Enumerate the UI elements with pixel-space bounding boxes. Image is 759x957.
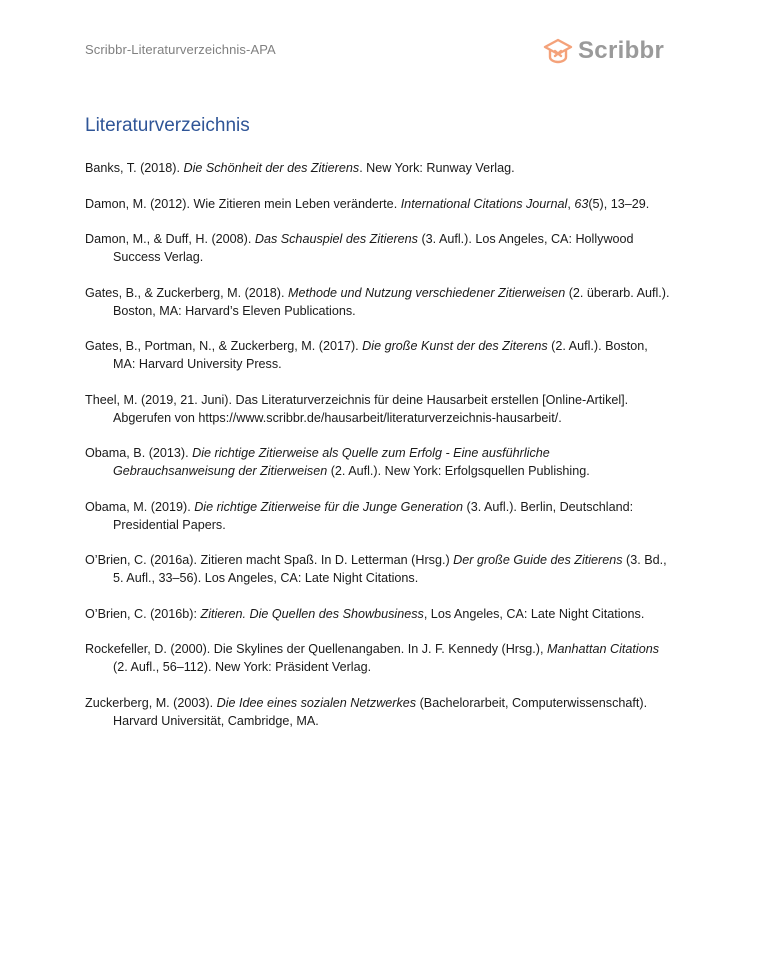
- reference-text-segment: . New York: Runway Verlag.: [359, 161, 515, 175]
- reference-entry: [85, 284, 670, 320]
- reference-text-segment: ,: [567, 196, 575, 211]
- reference-text-segment: , Los Angeles, CA: Late Night Citations.: [423, 606, 645, 621]
- reference-text-segment: Banks, T. (2018).: [85, 161, 184, 175]
- reference-text-segment: (3. Aufl.). Los Angeles, CA: Hollywood Success Verlag.: [113, 232, 634, 264]
- reference-text-segment: (3. Bd., 5. Aufl., 33–56). Los Angeles, CA: Late Night Citations.: [113, 553, 667, 585]
- reference-text-segment: Obama, M. (2019).: [85, 499, 195, 514]
- reference-text-segment: Theel, M. (2019, 21. Juni). Das Literaturverzeichnis für deine Hausarbeit erstellen [Online-Artikel]. Abgerufen von https://www.scribbr.de/hausarbeit/literaturverzeichnis-hausarbeit/.: [85, 392, 629, 425]
- reference-entry: [85, 230, 670, 266]
- logo-wordmark: Scribbr: [578, 37, 665, 64]
- reference-italic-segment: Die große Kunst der des Ziterens: [362, 339, 548, 353]
- reference-entry: [85, 195, 670, 213]
- reference-text-segment: (2. Aufl.). New York: Erfolgsquellen Publishing.: [327, 464, 590, 478]
- reference-italic-segment: International Citations Journal: [400, 196, 568, 211]
- reference-italic-segment: Das Schauspiel des Zitierens: [254, 232, 418, 246]
- page-title: Literaturverzeichnis: [85, 115, 250, 136]
- reference-text-segment: Obama, B. (2013).: [85, 446, 193, 460]
- reference-italic-segment: 63: [574, 196, 589, 211]
- reference-italic-segment: Die Idee eines sozialen Netzwerkes: [216, 695, 417, 710]
- reference-text-segment: (2. Aufl., 56–112). New York: Präsident Verlag.: [113, 660, 372, 674]
- reference-entry: [85, 444, 670, 480]
- reference-text-segment: (5), 13–29.: [588, 196, 650, 211]
- reference-text-segment: Rockefeller, D. (2000). Die Skylines der Quellenangaben. In J. F. Kennedy (Hrsg.),: [85, 642, 547, 656]
- reference-text-segment: (2. Aufl.). Boston, MA: Harvard University Press.: [113, 339, 648, 371]
- document-header-label: Scribbr-Literaturverzeichnis-APA: [85, 42, 276, 57]
- reference-text-segment: (Bachelorarbeit, Computerwissenschaft). Harvard Universität, Cambridge, MA.: [113, 695, 648, 728]
- scribbr-logo: [542, 36, 664, 66]
- reference-text-segment: Zuckerberg, M. (2003).: [85, 695, 217, 710]
- reference-italic-segment: Manhattan Citations: [547, 642, 660, 656]
- reference-text-segment: Damon, M., & Duff, H. (2008).: [85, 232, 255, 246]
- reference-italic-segment: Die richtige Zitierweise für die Junge Generation: [194, 499, 463, 514]
- reference-entry: [85, 551, 670, 587]
- reference-entry: [85, 391, 670, 427]
- reference-entry: [85, 640, 670, 676]
- reference-entry: [85, 498, 670, 534]
- reference-italic-segment: Methode und Nutzung verschiedener Zitierweisen: [287, 285, 566, 300]
- reference-italic-segment: Die Schönheit der des Zitierens: [183, 161, 360, 175]
- reference-text-segment: O’Brien, C. (2016a). Zitieren macht Spaß. In D. Letterman (Hrsg.): [85, 553, 454, 567]
- reference-text-segment: (2. überarb. Aufl.). Boston, MA: Harvard’s Eleven Publications.: [113, 285, 670, 318]
- reference-italic-segment: Der große Guide des Zitierens: [453, 553, 623, 567]
- reference-list: [85, 159, 670, 747]
- reference-entry: [85, 694, 670, 730]
- reference-entry: [85, 159, 670, 177]
- reference-italic-segment: Zitieren. Die Quellen des Showbusiness: [200, 606, 424, 621]
- reference-text-segment: (3. Aufl.). Berlin, Deutschland: Presidential Papers.: [113, 499, 634, 532]
- graduation-cap-logo-icon: [542, 36, 574, 66]
- reference-italic-segment: Die richtige Zitierweise als Quelle zum Erfolg - Eine ausführliche Gebrauchsanweisung der Zitierweisen: [113, 446, 550, 478]
- reference-text-segment: Gates, B., & Zuckerberg, M. (2018).: [85, 285, 288, 300]
- reference-text-segment: O’Brien, C. (2016b):: [85, 606, 201, 621]
- reference-text-segment: Damon, M. (2012). Wie Zitieren mein Leben veränderte.: [85, 196, 401, 211]
- reference-entry: [85, 605, 670, 623]
- reference-text-segment: Gates, B., Portman, N., & Zuckerberg, M. (2017).: [85, 339, 363, 353]
- reference-entry: [85, 337, 670, 373]
